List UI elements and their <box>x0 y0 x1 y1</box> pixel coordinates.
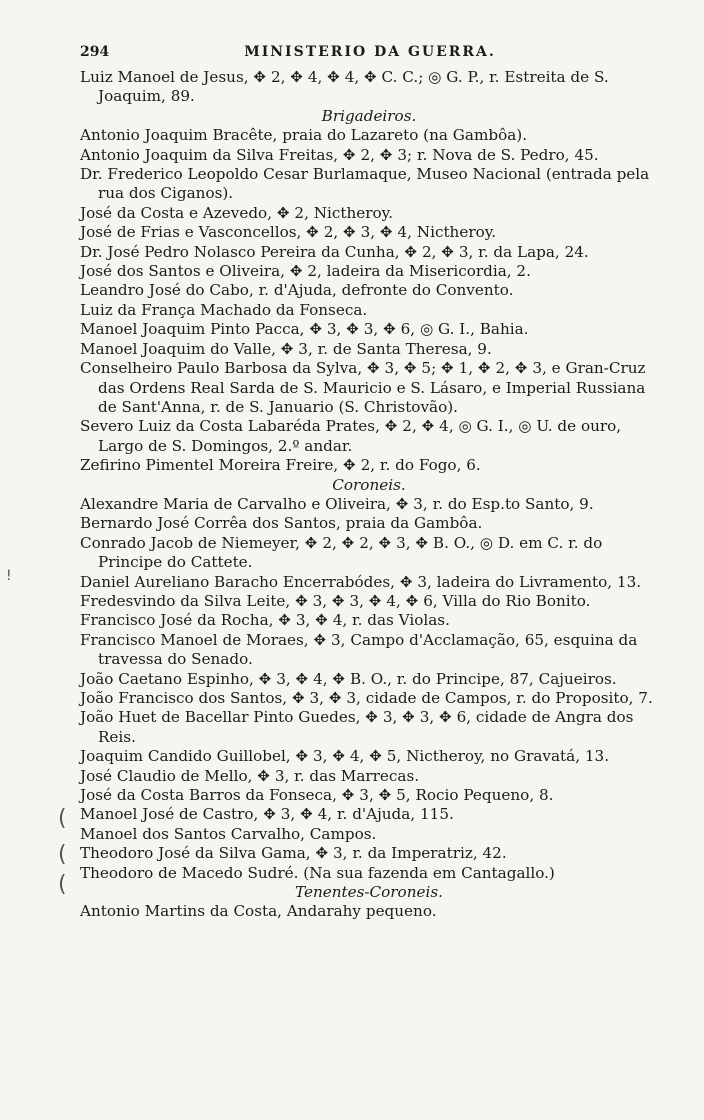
directory-entry: Manoel Joaquim Pinto Pacca, ✥ 3, ✥ 3, ✥ 6, ◎ G. I., Bahia. <box>80 320 529 339</box>
directory-entry: Zefirino Pimentel Moreira Freire, ✥ 2, r. do Fogo, 6. <box>80 456 481 475</box>
directory-entry: Daniel Aureliano Baracho Encerrabódes, ✥ 3, ladeira do Livramento, 13. <box>80 572 642 591</box>
directory-entry: Luiz Manoel de Jesus, ✥ 2, ✥ 4, ✥ 4, ✥ C. C.; ◎ G. P., r. Estreita de S. Joaquim, 89. <box>80 68 609 106</box>
directory-entry: Fredesvindo da Silva Leite, ✥ 3, ✥ 3, ✥ 4, ✥ 6, Villa do Rio Bonito. <box>80 591 591 610</box>
directory-entry: Theodoro de Macedo Sudré. (Na sua fazenda em Cantagallo.) <box>80 863 555 882</box>
directory-entry: Manoel José de Castro, ✥ 3, ✥ 4, r. d'Ajuda, 115. <box>80 805 454 824</box>
directory-entry: Francisco Manoel de Moraes, ✥ 3, Campo d'Acclamação, 65, esquina da travessa do Senado. <box>80 630 638 669</box>
directory-entry: Bernardo José Corrêa dos Santos, praia da Gambôa. <box>80 514 483 533</box>
directory-entry: Conrado Jacob de Niemeyer, ✥ 2, ✥ 2, ✥ 3, ✥ B. O., ◎ D. em C. r. do Principe do Cattete. <box>80 533 603 572</box>
directory-entry: Alexandre Maria de Carvalho e Oliveira, ✥ 3, r. do Esp.to Santo, 9. <box>80 494 594 513</box>
directory-entry: Antonio Joaquim da Silva Freitas, ✥ 2, ✥ 3; r. Nova de S. Pedro, 45. <box>80 145 599 164</box>
page-body <box>80 68 658 922</box>
directory-entry: Joaquim Candido Guillobel, ✥ 3, ✥ 4, ✥ 5, Nictheroy, no Gravatá, 13. <box>80 747 610 766</box>
running-head: MINISTERIO DA GUERRA. <box>244 44 496 60</box>
margin-bracket-mark: ( <box>58 872 67 897</box>
section-heading: Coroneis. <box>332 475 406 494</box>
directory-entry: Severo Luiz da Costa Labaréda Prates, ✥ 2, ✥ 4, ◎ G. I., ◎ U. de ouro, Largo de S. Domingos, 2.º andar. <box>80 417 622 455</box>
directory-entry: Luiz da França Machado da Fonseca. <box>80 300 368 319</box>
directory-entry: José da Costa Barros da Fonseca, ✥ 3, ✥ 5, Rocio Pequeno, 8. <box>80 786 554 805</box>
margin-bracket-mark: ( <box>58 806 67 831</box>
directory-entry: Antonio Martins da Costa, Andarahy pequeno. <box>80 902 437 921</box>
section-heading: Tenentes-Coroneis. <box>295 883 443 902</box>
directory-entry: Dr. José Pedro Nolasco Pereira da Cunha, ✥ 2, ✥ 3, r. da Lapa, 24. <box>80 242 589 261</box>
directory-entry: João Caetano Espinho, ✥ 3, ✥ 4, ✥ B. O., r. do Principe, 87, Cajueiros. <box>80 669 617 688</box>
directory-entry: Manoel Joaquim do Valle, ✥ 3, r. de Santa Theresa, 9. <box>80 339 492 358</box>
directory-entry: Leandro José do Cabo, r. d'Ajuda, defronte do Convento. <box>80 281 514 300</box>
directory-entry: Conselheiro Paulo Barbosa da Sylva, ✥ 3, ✥ 5; ✥ 1, ✥ 2, ✥ 3, e Gran-Cruz das Ordens Real Sarda de S. Mauricio e S. Lásaro, e Imperial Russiana de Sant'Anna, r. de S. Januario (S. Christovão). <box>80 359 646 416</box>
directory-entry: Dr. Frederico Leopoldo Cesar Burlamaque, Museo Nacional (entrada pela rua dos Ciganos). <box>80 165 650 203</box>
directory-entry: José dos Santos e Oliveira, ✥ 2, ladeira da Misericordia, 2. <box>80 262 531 281</box>
page-header <box>80 44 660 64</box>
margin-bracket-mark: ( <box>58 842 67 867</box>
directory-entry: Manoel dos Santos Carvalho, Campos. <box>80 824 377 843</box>
directory-entry: Antonio Joaquim Bracête, praia do Lazareto (na Gambôa). <box>80 126 528 145</box>
directory-entry: João Huet de Bacellar Pinto Guedes, ✥ 3, ✥ 3, ✥ 6, cidade de Angra dos Reis. <box>80 708 634 746</box>
margin-stray-mark: ! <box>6 568 12 584</box>
directory-entry: José Claudio de Mello, ✥ 3, r. das Marrecas. <box>80 766 420 785</box>
directory-entry: Theodoro José da Silva Gama, ✥ 3, r. da Imperatriz, 42. <box>80 844 507 863</box>
page-number: 294 <box>80 44 110 60</box>
directory-entry: Francisco José da Rocha, ✥ 3, ✥ 4, r. das Violas. <box>80 611 450 630</box>
directory-entry: José da Costa e Azevedo, ✥ 2, Nictheroy. <box>80 203 394 222</box>
directory-entry: João Francisco dos Santos, ✥ 3, ✥ 3, cidade de Campos, r. do Proposito, 7. <box>80 689 653 707</box>
directory-entry: José de Frias e Vasconcellos, ✥ 2, ✥ 3, ✥ 4, Nictheroy. <box>80 223 497 242</box>
section-heading: Brigadeiros. <box>321 106 417 125</box>
